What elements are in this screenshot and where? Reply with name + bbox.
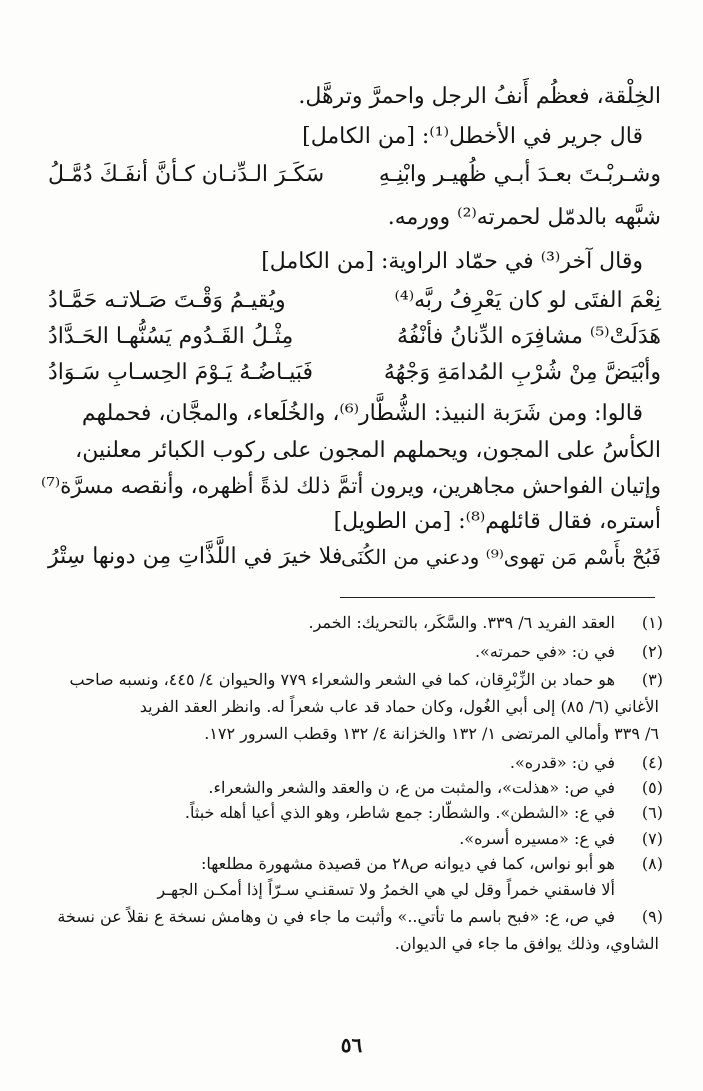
verse-4-first-hemistich: وأبْيَضَّ مِنْ شُرْبِ المُدامَةِ وَجْهُهُ (383, 360, 661, 385)
footnote-number: (٦) (641, 803, 663, 822)
footnote-number: (٤) (641, 753, 663, 772)
footnote-number: (٨) (641, 854, 663, 873)
footnote-text: في ص: «هذلت»، والمثبت من ع، ن والعقد والشعر والشعراء. (208, 778, 615, 797)
text-line-3: شبَّهه بالدمّل لحمرته⁽²⁾ وورمه. (387, 205, 661, 230)
footnote-text: الأغاني (٦/ ٨٥) إلى أبي الغُول، وكان حماد قد عاب شعراً له. وانظر العقد الفريد (139, 697, 659, 716)
text-line-1: الخِلْقة، فعظُم أَنفُ الرجل واحمرَّ وترهَّل. (298, 84, 661, 109)
text-line-7: وإتيان الفواحش مجاهرين، ويرون أتمَّ ذلك لذةً أظهره، وأنقصه مسرَّة⁽⁷⁾ (41, 474, 661, 499)
verse-5-second-hemistich: فلا خيرَ في اللَّذَّاتِ مِن دونها سِتْرُ (48, 544, 343, 569)
text-line-4: وقال آخر⁽³⁾ في حمّاد الراوية: [من الكامل] (261, 249, 643, 274)
footnote-number: (٧) (641, 829, 663, 848)
verse-5-first-hemistich: فَبُحْ بأَسْم مَن تهوى⁽⁹⁾ ودعني من الكُنَى (341, 545, 661, 569)
footnote-text: في ع: «مسيره أسره». (459, 829, 615, 848)
page-number: ٥٦ (340, 1033, 363, 1057)
footnote-divider (340, 597, 655, 598)
verse-1-second-hemistich: سَكَـرَ الـدِّنـان كـأنَّ أنفَـكَ دُمَّـلُ (48, 162, 325, 187)
text-line-5: قالوا: ومن شَرَبة النبيذ: الشُّطَّار⁽⁶⁾، والخُلَعاء، والمجَّان، فحملهم (81, 401, 643, 426)
footnote-text: هو حماد بن الزِّبْرِقان، كما في الشعر والشعراء ٧٧٩ والحيوان ٤/ ٤٤٥، ونسبه صاحب (69, 670, 615, 689)
verse-2-first-hemistich: نِعْمَ الفتَى لو كان يَعْرِفُ ربَّه⁽⁴⁾ (394, 288, 661, 313)
text-line-8: أستره، فقال قائلهم⁽⁸⁾: [من الطويل] (333, 509, 661, 534)
verse-3-first-hemistich: هَدَلَتْ⁽⁵⁾ مشافِرَه الدِّنانُ فأنْفُهُ (397, 324, 661, 349)
footnote-text: العقد الفريد ٦/ ٣٣٩. والسَّكَر، بالتحريك: الخمر. (308, 613, 615, 632)
footnote-text: في ص، ع: «فبح باسم ما تأتي..» وأثبت ما جاء في ن وهامش نسخة ع نقلاً عن نسخة (57, 907, 615, 926)
verse-3-second-hemistich: مِثْـلُ القَـدُوم يَسُنُّهـا الحَـدَّادُ (48, 324, 294, 349)
footnote-number: (٩) (641, 907, 663, 926)
verse-1-first-hemistich: وشـربْـتَ بعـدَ أبـي ظُهيـر وابْنِـهِ (378, 162, 661, 187)
footnote-verse-text: ألا فاسقني خمراً وقل لي هي الخمرُ ولا تسقنـي سـرّاً إذا أمكـن الجهـر (157, 880, 615, 899)
verse-4-second-hemistich: فَبَيـاضُـهُ يَـوْمَ الحِسـابِ سَـوَادُ (48, 360, 314, 385)
footnote-text: في ن: «في حمرته». (474, 642, 615, 661)
footnote-number: (٣) (641, 670, 663, 689)
text-line-2: قال جرير في الأخطل⁽¹⁾: [من الكامل] (302, 124, 643, 149)
verse-2-second-hemistich: ويُقيـمُ وَقْـتَ صَـلاتـه حَمَّـادُ (48, 288, 286, 313)
text-line-6: الكأسُ على المجون، ويحملهم المجون على ركوب الكبائر معلنين، (75, 438, 661, 463)
footnote-number: (١) (641, 613, 663, 632)
footnote-text: في ع: «الشطن». والشطّار: جمع شاطر، وهو الذي أعيا أهله خبثاً. (184, 803, 615, 822)
footnote-text: هو أبو نواس، كما في ديوانه ص٢٨ من قصيدة مشهورة مطلعها: (201, 854, 615, 873)
footnote-text: في ن: «قدره». (509, 753, 615, 772)
footnote-number: (٢) (641, 642, 663, 661)
footnote-text: الشاوي، وذلك يوافق ما جاء في الديوان. (394, 934, 659, 953)
footnote-number: (٥) (641, 778, 663, 797)
footnote-text: ٦/ ٣٣٩ وأمالي المرتضى ١/ ١٣٢ والخزانة ٤/ ١٣٢ وقطب السرور ١٧٢. (204, 724, 659, 743)
